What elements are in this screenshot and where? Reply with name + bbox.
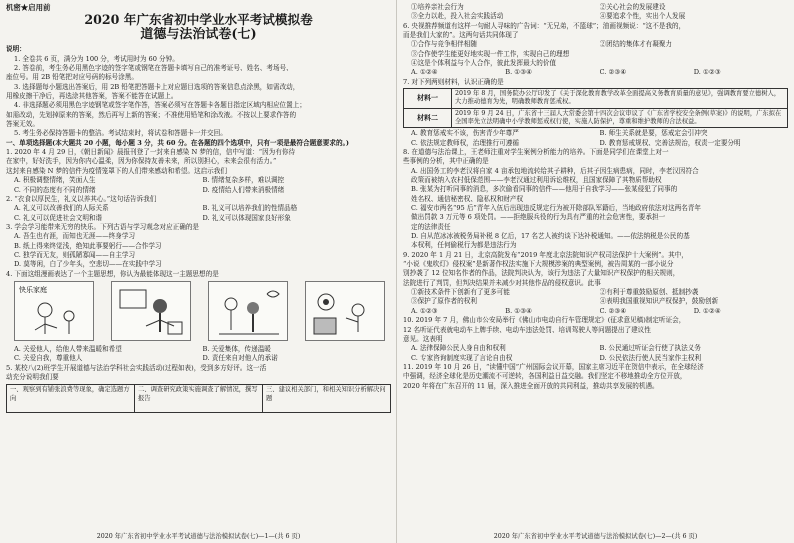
instruction-line: 5. 考生务必保持答题卡的整洁。考试结束时，将试卷和答题卡一并交回。 [14,129,227,138]
option-d: D. 莫等闲，白了少年头，空悲切——在实践中学习 [14,260,162,269]
statement: ③合作使学生能更好地实现一件工作，实现自己的理想 [411,49,570,58]
option-d: D. 责任来自对他人的承诺 [202,354,278,363]
question-10: 意见。这表明 [403,334,443,343]
question-1: 这封来自感染 N 梦的信件为疫情笼罩下的人们带来感动和希望。这启示我们 [6,166,227,175]
statement: ④这是个体利益与个人合作，彼此发挥最大的价值 [411,59,557,68]
statement: ④表明我国重视知识产权保护，鼓励创新 [599,297,719,306]
option-4: ④要追求个性，实出个人发展 [599,12,686,21]
option-c: C. 关爱自我，尊重他人 [14,354,83,363]
option-b: B. 礼义可以培养我们的性情品格 [202,204,298,213]
question-11: 2020 年将在广东召开的 11 届，深入推进全面开放的共同利益，推动共享发展的机遇。 [403,381,659,390]
option-c: C. 专家咨询制度实现了言论自由权 [411,353,513,362]
cartoon-caption: 快乐家庭 [19,285,47,294]
question-5-options [403,12,788,21]
question-7-options [403,129,788,138]
option-1: ①培养亲社会行为 [411,3,464,11]
question-1: 在家中，好好洗手，因为你内心温柔，因为你保持友善未来，所以别担心，未来会很有活力。” [6,157,277,166]
material-text: 2019 年 9 月 24 日，广东省十三届人大常委会第十四次会议审议了《广东省学校安全条例(草案)》的说明，广东拟在全国率先立法明确中小学教师惩戒权行使，实施人防保护，尊重和维护教师的合法权益。 [452,108,788,128]
instruction-line: 座位号。用 2B 铅笔把对应号码的标号涂黑。 [6,73,138,82]
question-9-options [403,307,788,316]
statement: ③保护了原作者的权利 [411,297,477,306]
option-a: A. 出国务工的李老汉将自家 4 亩承包地流转给其子耕种，后其子因生病患病，同时，李老汉因符合 [411,166,699,175]
question-8: 些事例的分析，其中正确的是 [403,157,489,166]
option-c: C. 依法规定教师权，治理推行可遵循 [411,138,519,147]
option-d: D. 教育惩戒规权、完善法规治，权责一定要分明 [599,138,741,147]
question-4-options [6,354,391,363]
option-a: A. 吾生也有涯，而知也无涯——终身学习 [14,232,136,241]
cartoon-panel [111,281,191,341]
question-7: 7. 对下列两则材料，认识正确的是 [403,77,504,86]
question-5-options [403,3,788,12]
question-8: 8. 在道德与法治课上，王老师注重对学生案例分析能力的培养。下面是同学们在课堂上对一 [403,147,669,156]
option-3: ③全力以赴，投入社会实践活动 [411,12,504,21]
question-3: 3. 学会学习能带来无穷的快乐。下列古语与学习观念对应正确的是 [6,222,200,231]
question-11: 11. 2019 年 10 月 26 日，“读懂中国”广州国际会议开幕，国家主席习近平在贺信中表示，在全球经济 [403,362,704,371]
statement: ①新技术条件下创新有了更多可能 [411,288,510,297]
cartoon-panel [305,281,385,341]
cartoon-panel [208,281,288,341]
question-10-options [403,354,788,363]
option-a: A. 教育惩戒实不该，伤害青少年尊严 [411,129,519,138]
option-c: C. ②③④ [599,68,627,77]
question-2: 2. “衣食以厚民生，礼义以养其心。”这句话告诉我们 [6,194,157,203]
question-1-options [6,186,391,195]
question-9: 9. 2020 年 1 月 21 日，北京高院发布“2019 年度北京法院知识产权司法保护十大案例”。其中， [403,250,688,259]
question-1-options [6,176,391,185]
option-c: C. 不同的态度有不同的情绪 [14,185,96,194]
material-text: 2019 年 8 月，国务院办公厅印发了《关于深化教育教学改革全面提高义务教育质量的意见》，强调教育要立德树人，大力推动德育为先，明确教师教育惩戒权。 [452,89,788,109]
option-a: A. 礼义可以改善我们的人际关系 [14,204,109,213]
section-heading: 一、单项选择题(本大题共 20 小题，每小题 3 分，共 60 分。在各题的四个选项中，只有一项是最符合题意要求的。) [6,138,349,147]
option-a: A. ①②④ [411,68,438,77]
option-c: C. 福安市两名“95 后”青年入伍后出现违反规定行为被开除部队军籍后，当地政府依法对这两名青年 [411,204,701,213]
exam-subtitle: 道德与法治试卷(七) [140,27,257,43]
question-9-statements [403,288,788,297]
question-4: 4. 下面这组漫画表达了一个主题思想，你认为最能体现这一主题思想的是 [6,269,219,278]
option-c: C. 礼义可以促进社会文明和谐 [14,213,103,222]
option-a: 政策而被纳入农村低保范围——李老汉通过利用诉讼维权，且国家保障了其物质帮助权 [411,176,662,184]
option-d: D. 疫情给人们带来消极情绪 [202,185,285,194]
question-6-statements [403,40,788,49]
option-d: D. 自从范冰冰被税务局补税 8 亿后，17 名艺人被约谈下达补税通知。——依法纳税是公民的基 [411,232,690,241]
cartoon-strip [14,281,385,343]
activity-steps-table [6,384,391,413]
option-b: B. 公民通过听证会行使了执法义务 [599,344,701,353]
option-a: A. 法律保障公民人身自由和权利 [411,344,506,353]
question-1: 1. 2020 年 4 月 29 日，《朝日新闻》晨报刊登了一封来自感染 N 梦的信，信中写道：“因为有你待 [6,148,296,157]
question-6-options [403,68,788,77]
question-10: 10. 2019 年 7 月，佛山市公安局举行《佛山市电动自行车管理规定》(征求意见稿)制定听证会， [403,316,686,325]
option-b: B. 纸上得来终觉浅，绝知此事要躬行——合作学习 [14,241,162,250]
question-2-options [6,204,391,213]
question-4-options [6,345,391,354]
instruction-line: 3. 选择题每小题选出答案后，用 2B 铅笔把答题卡上对应题目选项的答案信息点涂黑，如需改动， [14,82,300,91]
option-b: B. 师生关系就是要，惩戒定会引冲突 [599,129,708,138]
material-heading: 材料二 [404,108,452,128]
question-5: 动充分说明我们要 [6,372,59,381]
option-a: A. 积极调整情绪，笑面人生 [14,176,96,185]
option-b: B. ①③④ [505,68,533,77]
instruction-line: 4. 非选择题必须用黑色字迹钢笔或签字笔作答，答案必须写在答题卡各题目指定区域内相应位置上； [14,101,306,110]
question-9-statements [403,297,788,306]
statement: ②有利于尊重鼓励原创、抵制抄袭 [599,288,699,297]
option-b: B. 张某为打听同事的消息，多次偷看同事的信件——他用于自我学习——张某侵犯了同事的 [411,185,678,194]
question-9: 法院进行了判罚，但判决结果并未减少对其他作品的侵权意识。此事 [403,278,601,287]
step-cell: 二、调查研究政策实施调查了解情况，撰写报告 [135,385,263,412]
instruction-line: 1. 全卷共 6 页，满分为 100 分，考试用时为 60 分钟。 [14,54,179,63]
page-footer: 2020 年广东省初中学业水平考试道德与法治模拟试卷(七)—1—(共 6 页) [96,533,301,540]
question-10-options [403,344,788,353]
option-2: ②关心社会的发展建设 [599,3,666,11]
option-b: B. ①③④ [505,306,533,315]
statement: ②团结的集体才有凝聚力 [599,40,673,49]
confidential-mark: 机密★启用前 [6,3,51,12]
table-row [404,108,788,128]
materials-table [403,88,788,128]
step-cell: 三、建议相关部门，和相关知识分析解决问题 [266,386,386,402]
instruction-line: 如需改动，先划掉原来的答案，然后再写上新的答案；不准使用铅笔和涂改液。不按以上要求作答的 [6,110,297,119]
option-b: 姓名权、通信秘密权、隐私权和财产权 [411,194,524,203]
material-heading: 材料一 [404,89,452,109]
question-9: “小说《鬼吹灯》侵权案”是新著作权法实施下大规模涉案的典型案例，被告周某的一部小说分 [403,260,674,269]
option-d: D. ①②③ [693,68,721,77]
option-a: A. 关爱他人，给他人带来温暖和希望 [14,344,122,353]
option-c: 定的法律责任 [411,222,451,231]
option-c: C. 独学而无友，则孤陋寡闻——自主学习 [14,250,136,259]
option-c: 做出罚款 3 万元等 6 项处罚。——拒绝服兵役的行为具有严重的社会危害性，要承担一 [411,213,666,222]
question-2-options [6,214,391,223]
option-d: D. 礼义可以体现国家良好形象 [202,213,291,222]
page-footer: 2020 年广东省初中学业水平考试道德与法治模拟试卷(七)—2—(共 6 页) [493,533,698,540]
statement: ①合作与竞争相伴相随 [411,40,477,49]
option-d: 本权利，任何偷税行为都是违法行为 [411,241,517,250]
table-row [404,89,788,109]
option-b: B. 情绪复杂多样，难以调控 [202,176,285,185]
step-cell: 一、观察到有铺张浪费等现象，确定选题方向 [7,385,135,412]
question-10: 12 名听证代表就电动车上牌手续、电动车违法处罚、培训驾驶人等问题提出了建议性 [403,325,651,334]
option-b: B. 关爱集体，传递温暖 [202,344,271,353]
option-a: A. ①②③ [411,306,438,315]
cartoon-panel [14,281,94,341]
question-11: 中强调，经济全球化是历史潮流不可逆转，各国利益日益交融。我们坚定不移地推动全方位开放， [403,372,687,381]
option-c: C. ②③④ [599,306,627,315]
question-7-options [403,139,788,148]
question-9: 别抄袭了 12 位知名作者的作品，法院判决认为，该行为违法了大量知识产权保护的相关规则， [403,269,680,278]
instructions-heading: 说明： [6,45,26,54]
instruction-line: 用橡皮擦干净后，再选涂其他答案，答案不能答在试题上。 [6,92,178,101]
question-5: 5. 某校八(2)班学生开展道德与法治学科社会实践活动(过程如表)，受到多方好评。这一活 [6,363,267,372]
instruction-line: 2. 答卷前，考生务必用黑色字迹的签字笔或钢笔在答题卡填写自己的准考证号、姓名、考场号、 [14,64,293,73]
exam-title: 2020 年广东省初中学业水平考试模拟卷 [84,12,313,28]
question-6: 6. 央视推荐频道有这样一句耐人寻味的广告词：“无兄弟，不篮球”；油画视频说：“这不是我的， [403,21,686,30]
exam-page-2 [397,0,794,543]
instruction-line: 答案无效。 [6,120,39,129]
option-d: D. ①②④ [693,306,721,315]
question-6: 而是我们大家的”。这两句话共同体现了 [403,31,519,40]
option-d: D. 公民依法行使人民当家作主权利 [599,353,702,362]
